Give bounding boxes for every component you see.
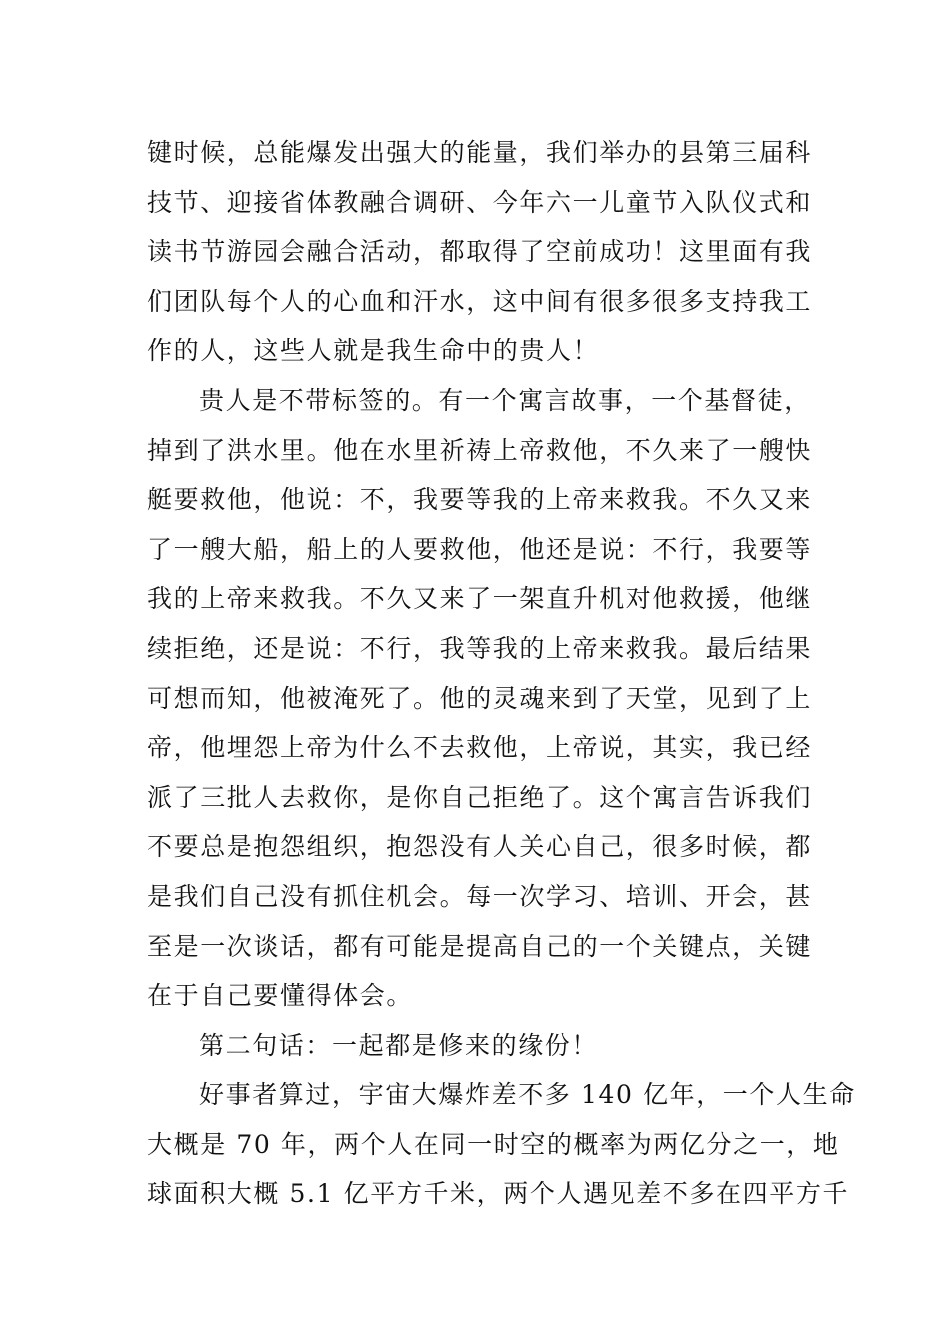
text-line: 帝，他埋怨上帝为什么不去救他，上帝说，其实，我已经	[147, 733, 813, 763]
paragraph	[147, 1070, 856, 1219]
paragraph	[147, 1021, 807, 1071]
text-line: 可想而知，他被淹死了。他的灵魂来到了天堂，见到了上	[147, 683, 813, 713]
text-line: 艇要救他，他说：不，我要等我的上帝来救我。不久又来	[147, 485, 813, 515]
text-line: 掉到了洪水里。他在水里祈祷上帝救他，不久来了一艘快	[147, 435, 813, 465]
text-line: 们团队每个人的心血和汗水，这中间有很多很多支持我工	[147, 286, 813, 316]
text-line: 读书节游园会融合活动，都取得了空前成功！这里面有我	[147, 237, 813, 267]
document-body	[147, 128, 856, 1219]
text-line: 是我们自己没有抓住机会。每一次学习、培训、开会，甚	[147, 881, 813, 911]
text-line: 不要总是抱怨组织，抱怨没有人关心自己，很多时候，都	[147, 832, 813, 862]
text-line: 我的上帝来救我。不久又来了一架直升机对他救援，他继	[147, 584, 813, 614]
paragraph	[147, 128, 813, 376]
text-line: 了一艘大船，船上的人要救他，他还是说：不行，我要等	[147, 534, 813, 564]
text-line: 至是一次谈话，都有可能是提高自己的一个关键点，关键	[147, 931, 813, 961]
text-line: 第二句话：一起都是修来的缘份！	[199, 1030, 599, 1060]
text-line: 作的人，这些人就是我生命中的贵人！	[147, 336, 600, 366]
text-line: 球面积大概 5.1 亿平方千米，两个人遇见差不多在四平方千	[147, 1179, 850, 1209]
text-line: 派了三批人去救你，是你自己拒绝了。这个寓言告诉我们	[147, 782, 813, 812]
text-line: 在于自己要懂得体会。	[147, 981, 414, 1011]
text-line: 键时候，总能爆发出强大的能量，我们举办的县第三届科	[147, 138, 813, 167]
text-line: 好事者算过，宇宙大爆炸差不多 140 亿年，一个人生命	[199, 1080, 856, 1110]
paragraph	[147, 376, 813, 1021]
text-line: 大概是 70 年，两个人在同一时空的概率为两亿分之一，地	[147, 1129, 840, 1159]
text-line: 续拒绝，还是说：不行，我等我的上帝来救我。最后结果	[147, 633, 813, 663]
text-line: 技节、迎接省体教融合调研、今年六一儿童节入队仪式和	[147, 187, 813, 217]
text-line: 贵人是不带标签的。有一个寓言故事，一个基督徒，	[199, 385, 811, 415]
